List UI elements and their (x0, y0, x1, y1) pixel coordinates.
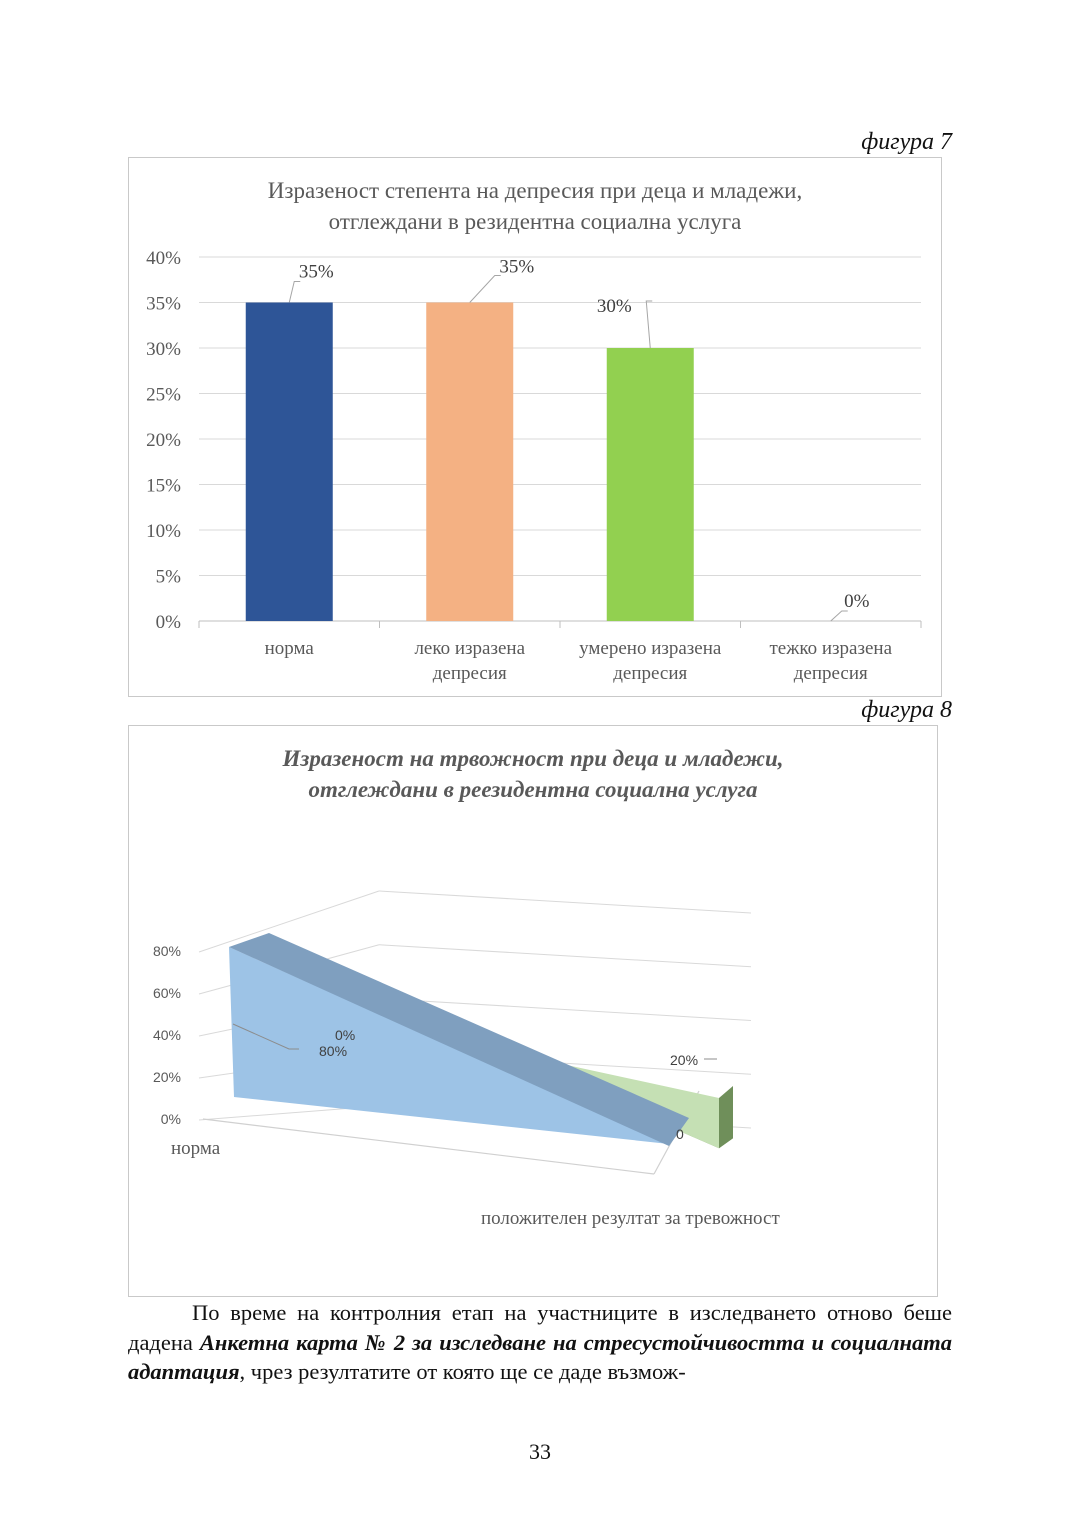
anxiety-3d-area-chart (128, 725, 938, 1297)
y-tick-label: 15% (146, 475, 181, 497)
body-paragraph (128, 1298, 952, 1387)
y-tick-label: 5% (155, 566, 181, 588)
back-gridline (379, 891, 751, 913)
y-tick-label: 40% (152, 1027, 181, 1043)
y-tick-label: 10% (146, 521, 181, 542)
x-category-label: тежко изразена (769, 638, 893, 659)
y-tick-label: 0% (155, 612, 181, 633)
figure-8-caption: фигура 8 (861, 697, 952, 723)
body-text-part-3: , чрез резултатите от която ще се даде възмож- (239, 1359, 686, 1384)
data-label-leader (831, 611, 848, 621)
y-tick-label: 35% (146, 293, 181, 315)
data-label-leader (289, 282, 300, 303)
x-category-label: положителен резултат за тревожност (481, 1208, 780, 1229)
body-text-emphasis: Анкетна карта № 2 за изследване на стресустойчивостта и социалната адаптация (128, 1329, 953, 1384)
data-label-leader (646, 301, 652, 348)
y-tick-label: 20% (152, 1069, 181, 1085)
chart-title-line: Изразеност на трвожност при деца и младежи, (282, 746, 784, 771)
figure-7-caption: фигура 7 (861, 129, 952, 155)
data-label: 35% (298, 261, 334, 283)
y-tick-label: 20% (146, 430, 181, 451)
body-text-part-1: По време на контролния етап на участниците в изследването отново беше дадена (128, 1300, 952, 1355)
data-label: 0 (676, 1126, 684, 1142)
y-tick-label: 0% (160, 1111, 181, 1127)
x-category-label: депресия (432, 663, 507, 684)
x-category-label: депресия (613, 663, 688, 684)
data-label: 35% (499, 256, 535, 278)
bar (246, 303, 333, 622)
data-label: 30% (596, 296, 632, 317)
page-number: 33 (529, 1439, 551, 1464)
data-label: 20% (670, 1052, 699, 1068)
depression-bar-chart (128, 157, 942, 697)
bar (607, 348, 694, 621)
x-category-label: леко изразена (414, 638, 526, 659)
y-tick-label: 40% (146, 248, 181, 269)
data-label: 0% (844, 591, 870, 612)
x-category-label: умерено изразена (579, 638, 722, 659)
y-tick-label: 25% (146, 384, 181, 406)
chart-title-line: Изразеност степента на депресия при деца и младежи, (267, 178, 803, 203)
bar (426, 303, 513, 622)
data-label: 80% (319, 1043, 348, 1059)
y-tick-label: 60% (152, 985, 181, 1001)
x-category-label: депресия (793, 663, 868, 684)
chart-title-line: отглеждани в резидентна социална услуга (328, 209, 742, 234)
anxiety-chart-svg (129, 726, 937, 1296)
data-label: 0% (335, 1027, 356, 1043)
data-label-leader (470, 276, 501, 303)
back-gridline (379, 945, 751, 967)
chart-title-line: отглеждани в реезидентна социална услуга (308, 777, 758, 802)
depression-chart-svg (129, 158, 941, 696)
y-tick-label: 30% (146, 339, 181, 360)
x-category-label: норма (171, 1138, 221, 1159)
back-series-side-face (719, 1086, 733, 1148)
x-category-label: норма (264, 638, 314, 659)
y-tick-label: 80% (152, 943, 181, 959)
